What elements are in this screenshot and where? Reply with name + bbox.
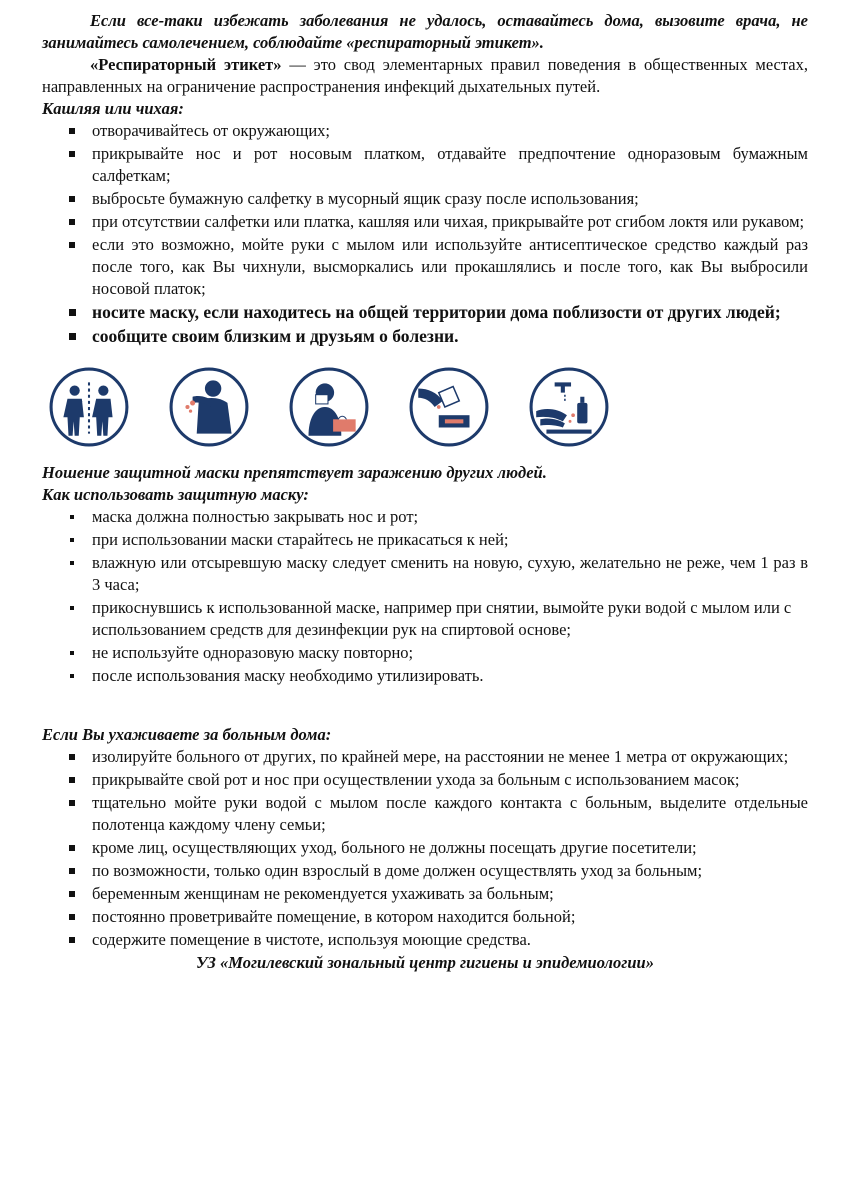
- bullet-icon: [70, 606, 74, 610]
- bullet-icon: [70, 561, 74, 565]
- bullet-icon: [69, 242, 75, 248]
- bullet-icon: [69, 333, 76, 340]
- bullet-icon: [69, 754, 75, 760]
- bullet-icon: [69, 891, 75, 897]
- list-item: маска должна полностью закрывать нос и рот;: [42, 506, 808, 528]
- bullet-icon: [69, 219, 75, 225]
- bullet-icon: [69, 309, 76, 316]
- pictogram-row: [48, 366, 808, 448]
- wash-hands-icon: [528, 366, 610, 448]
- list-item: изолируйте больного от других, по крайней мере, на расстоянии не менее 1 метра от окружающих;: [42, 746, 808, 768]
- cough-bold-list: [42, 301, 808, 348]
- bullet-icon: [70, 538, 74, 542]
- list-item: не используйте одноразовую маску повторно;: [42, 642, 808, 664]
- bullet-icon: [69, 777, 75, 783]
- care-heading: Если Вы ухаживаете за больным дома:: [42, 725, 332, 744]
- bullet-icon: [69, 914, 75, 920]
- list-item: по возможности, только один взрослый в доме должен осуществлять уход за больным;: [42, 860, 808, 882]
- bullet-icon: [70, 651, 74, 655]
- list-item: прикрывайте свой рот и нос при осуществлении ухода за больным с использованием масок;: [42, 769, 808, 791]
- list-item: содержите помещение в чистоте, используя моющие средства.: [42, 929, 808, 951]
- care-list: [42, 746, 808, 951]
- distance-icon: [48, 366, 130, 448]
- etiquette-term: «Респираторный этикет»: [90, 55, 282, 74]
- tissue-trash-icon: [408, 366, 490, 448]
- list-item: выбросьте бумажную салфетку в мусорный ящик сразу после использования;: [42, 188, 808, 210]
- list-item: если это возможно, мойте руки с мылом или используйте антисептическое средство каждый раз после того, как Вы чихнули, высморкались или прокашлялись и после того, как Вы выбросили носовой платок;: [42, 234, 808, 300]
- intro-advice: Если все-таки избежать заболевания не удалось, оставайтесь дома, вызовите врача, не занимайтесь самолечением, соблюдайте «респираторный этикет».: [42, 11, 808, 52]
- cough-list: [42, 120, 808, 300]
- list-item: отворачивайтесь от окружающих;: [42, 120, 808, 142]
- list-item: при отсутствии салфетки или платка, кашляя или чихая, прикрывайте рот сгибом локтя или рукавом;: [42, 211, 808, 233]
- list-item: тщательно мойте руки водой с мылом после каждого контакта с больным, выделите отдельные полотенца каждому члену семьи;: [42, 792, 808, 836]
- cough-heading: Кашляя или чихая:: [42, 99, 184, 118]
- document-page: [42, 10, 808, 974]
- bullet-icon: [70, 674, 74, 678]
- mask-list: [42, 506, 808, 687]
- list-item: беременным женщинам не рекомендуется ухаживать за больным;: [42, 883, 808, 905]
- spacer: [42, 688, 808, 724]
- bullet-icon: [69, 196, 75, 202]
- signature: УЗ «Могилевский зональный центр гигиены и эпидемиологии»: [196, 953, 654, 972]
- mask-heading: Как использовать защитную маску:: [42, 485, 309, 504]
- list-item: прикоснувшись к использованной маске, например при снятии, вымойте руки водой с мылом или с использованием средств для дезинфекции рук на спиртовой основе;: [42, 597, 808, 641]
- mask-statement: Ношение защитной маски препятствует заражению других людей.: [42, 463, 547, 482]
- list-item: после использования маску необходимо утилизировать.: [42, 665, 808, 687]
- bullet-icon: [69, 800, 75, 806]
- bullet-icon: [69, 128, 75, 134]
- bullet-icon: [69, 845, 75, 851]
- bullet-icon: [70, 515, 74, 519]
- etiquette-definition: [42, 54, 808, 98]
- list-item: сообщите своим близким и друзьям о болезни.: [42, 325, 808, 348]
- list-item: постоянно проветривайте помещение, в котором находится больной;: [42, 906, 808, 928]
- etiquette-definition-text: — это свод элементарных правил поведения в общественных местах, направленных на ограничение распространения инфекций дыхательных путей.: [42, 55, 808, 96]
- bullet-icon: [69, 937, 75, 943]
- list-item: прикрывайте нос и рот носовым платком, отдавайте предпочтение одноразовым бумажным салфеткам;: [42, 143, 808, 187]
- list-item: влажную или отсыревшую маску следует сменить на новую, сухую, желательно не реже, чем 1 раз в 3 часа;: [42, 552, 808, 596]
- bullet-icon: [69, 151, 75, 157]
- tissue-sneeze-icon: [288, 366, 370, 448]
- bullet-icon: [69, 868, 75, 874]
- cough-elbow-icon: [168, 366, 250, 448]
- list-item: при использовании маски старайтесь не прикасаться к ней;: [42, 529, 808, 551]
- list-item: носите маску, если находитесь на общей территории дома поблизости от других людей;: [42, 301, 808, 324]
- list-item: кроме лиц, осуществляющих уход, больного не должны посещать другие посетители;: [42, 837, 808, 859]
